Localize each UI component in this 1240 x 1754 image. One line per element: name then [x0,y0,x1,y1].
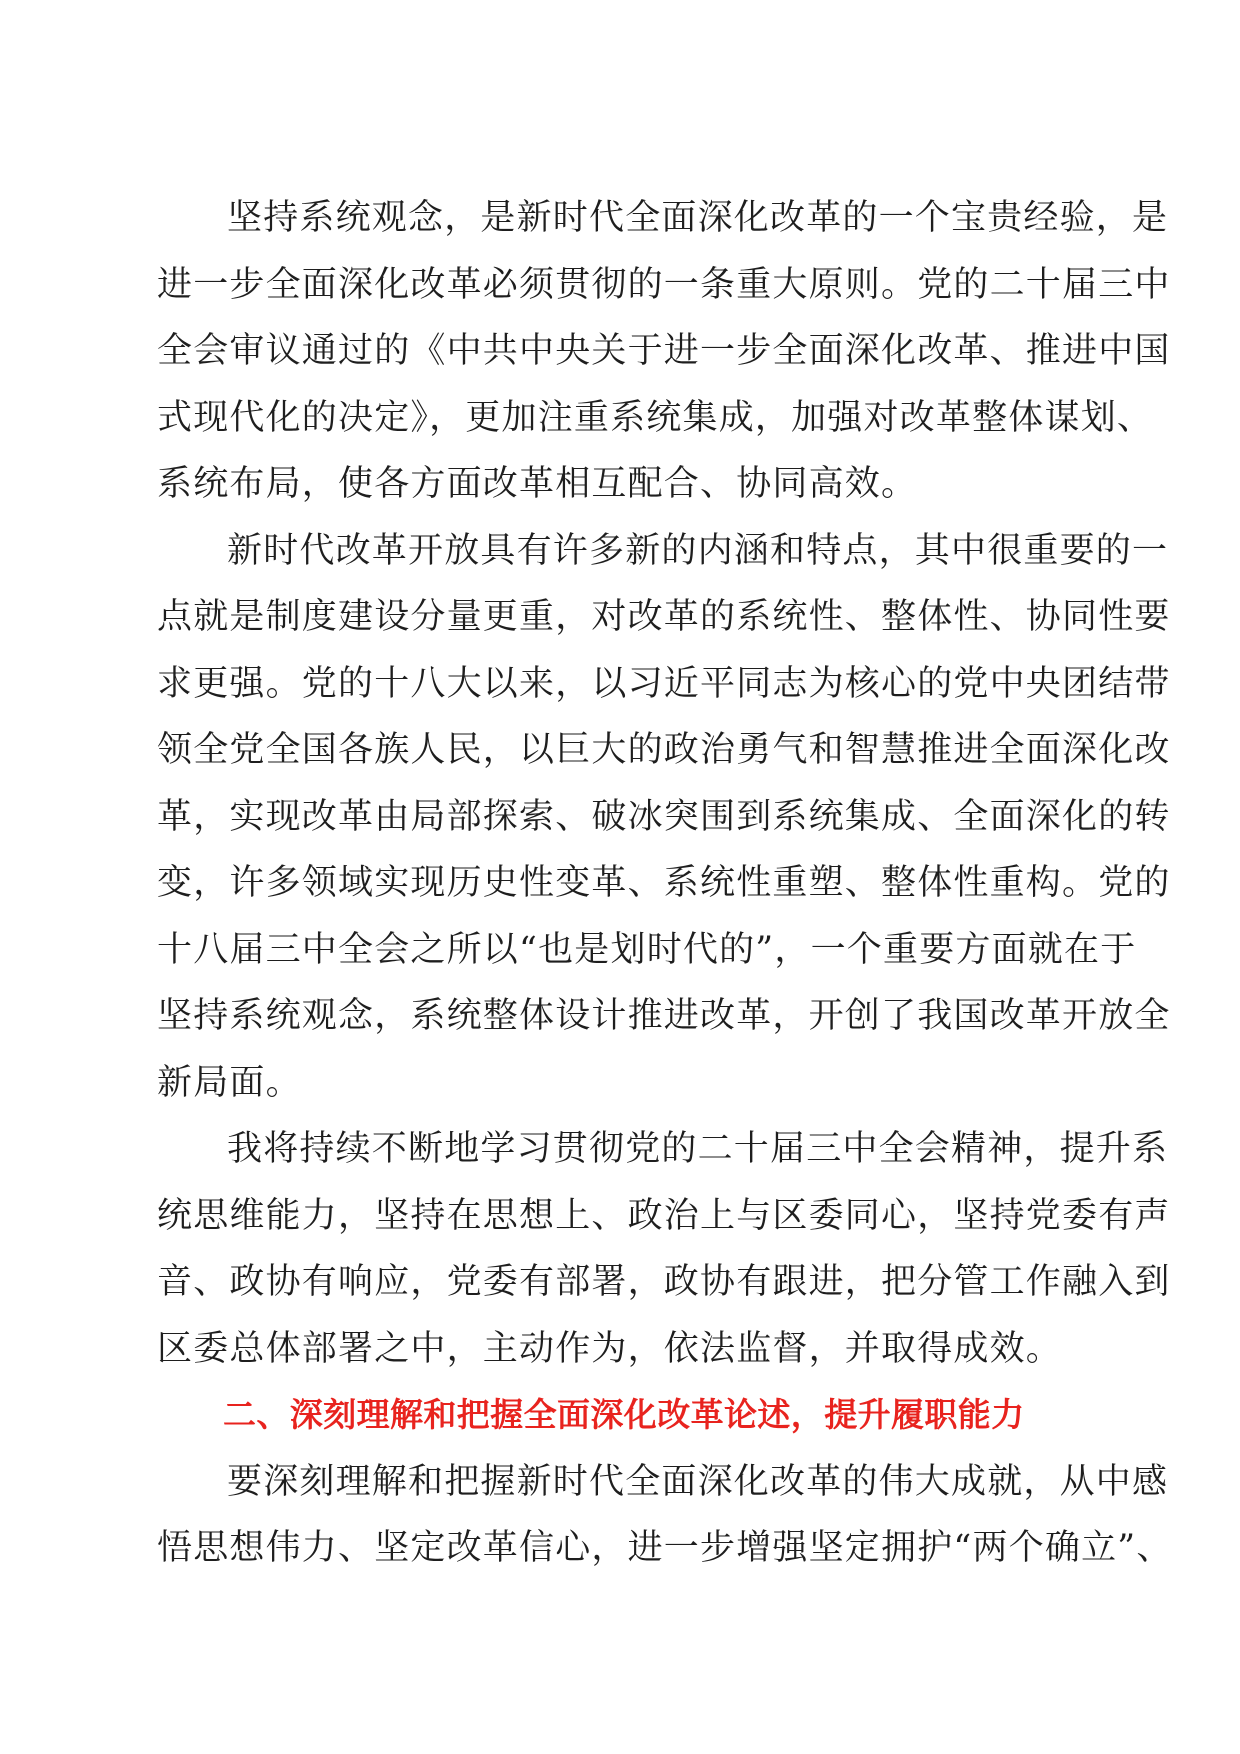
paragraph-line: 进一步全面深化改革必须贯彻的一条重大原则。党的二十届三中 [157,264,1171,305]
paragraph-line: 坚持系统观念，系统整体设计推进改革，开创了我国改革开放全 [157,996,1171,1036]
paragraph-2 [157,518,1171,1117]
paragraph-line: 式现代化的决定》，更加注重系统集成，加强对改革整体谋划、 [157,397,1154,438]
paragraph-line: 音、政协有响应，党委有部署，政协有跟进，把分管工作融入到 [157,1262,1171,1302]
paragraph-line: 点就是制度建设分量更重，对改革的系统性、整体性、协同性要 [157,597,1171,637]
paragraph-line: 坚持系统观念，是新时代全面深化改革的一个宝贵经验，是 [227,198,1169,238]
paragraph-line: 十八届三中全会之所以“也是划时代的”，一个重要方面就在于 [157,929,1137,970]
paragraph-line: 求更强。党的十八大以来，以习近平同志为核心的党中央团结带 [157,663,1171,704]
paragraph-line: 革，实现改革由局部探索、破冰突围到系统集成、全面深化的转 [157,796,1171,837]
paragraph-line: 要深刻理解和把握新时代全面深化改革的伟大成就，从中感 [227,1461,1169,1502]
paragraph-line: 变，许多领域实现历史性变革、系统性重塑、整体性重构。党的 [157,863,1171,903]
paragraph-line: 区委总体部署之中，主动作为，依法监督，并取得成效。 [157,1328,1063,1369]
paragraph-line: 统思维能力，坚持在思想上、政治上与区委同心，坚持党委有声 [157,1195,1171,1236]
paragraph-line: 全会审议通过的《中共中央关于进一步全面深化改革、推进中国 [157,331,1171,371]
paragraph-line: 系统布局，使各方面改革相互配合、协同高效。 [157,464,918,504]
paragraph-3 [157,1116,1171,1382]
paragraph-4 [157,1449,1173,1582]
paragraph-line: 领全党全国各族人民，以巨大的政治勇气和智慧推进全面深化改 [157,730,1171,770]
document-body [157,185,1173,1582]
paragraph-line: 新局面。 [157,1062,302,1103]
paragraph-line: 悟思想伟力、坚定改革信心，进一步增强坚定拥护“两个确立”、 [157,1528,1173,1568]
paragraph-1 [157,185,1171,518]
paragraph-line: 我将持续不断地学习贯彻党的二十届三中全会精神，提升系 [227,1129,1169,1169]
section-heading: 二、深刻理解和把握全面深化改革论述，提升履职能力 [223,1395,1025,1434]
paragraph-line: 新时代改革开放具有许多新的内涵和特点，其中很重要的一 [227,530,1169,571]
